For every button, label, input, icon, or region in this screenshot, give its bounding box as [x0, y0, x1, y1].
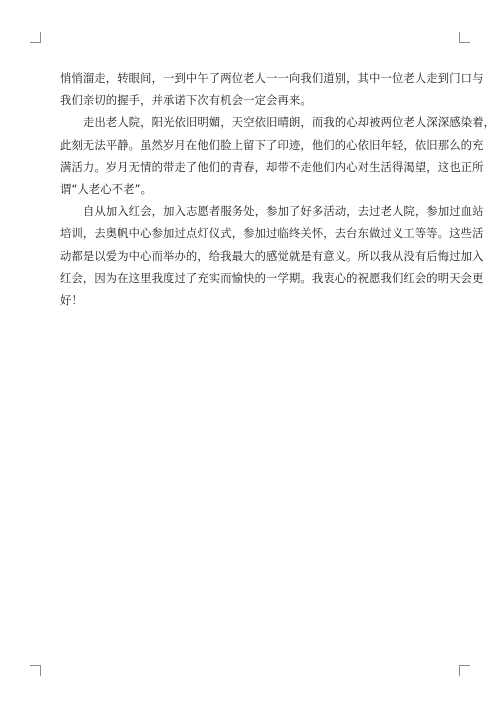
text-line: 红会，因为在这里我度过了充实而愉快的一学期。我衷心的祝愿我们红会的明天会更 — [60, 271, 484, 285]
text-line: 满活力。岁月无情的带走了他们的青春，却带不走他们内心对生活得渴望，这也正所 — [60, 160, 484, 174]
text-line: 悄悄溜走，转眼间，一到中午了两位老人一一向我们道别，其中一位老人走到门口与 — [60, 72, 484, 85]
text-line-paragraph-start: 走出老人院，阳光依旧明媚，天空依旧晴朗，而我的心却被两位老人深深感染着， — [83, 116, 496, 130]
crop-mark-bottom-left — [30, 665, 41, 676]
document-body — [60, 68, 496, 312]
text-line: 培训，去奥帆中心参加过点灯仪式，参加过临终关怀，去台东做过义工等等。这些活 — [60, 227, 484, 241]
text-line-paragraph-start: 自从加入红会，加入志愿者服务处，参加了好多活动，去过老人院，参加过血站 — [83, 205, 484, 219]
text-line: 好！ — [60, 294, 83, 308]
text-line: 谓“人老心不老”。 — [60, 183, 153, 197]
text-line: 此刻无法平静。虽然岁月在他们脸上留下了印迹，他们的心依旧年轻，依旧那么的充 — [60, 138, 484, 152]
text-line: 我们亲切的握手，并承诺下次有机会一定会再来。 — [60, 94, 312, 108]
crop-mark-top-left — [30, 32, 41, 43]
crop-mark-top-right — [459, 32, 470, 43]
text-line: 动都是以爱为中心而举办的，给我最大的感觉就是有意义。所以我从没有后悔过加入 — [60, 249, 484, 263]
crop-mark-bottom-right — [459, 665, 470, 676]
